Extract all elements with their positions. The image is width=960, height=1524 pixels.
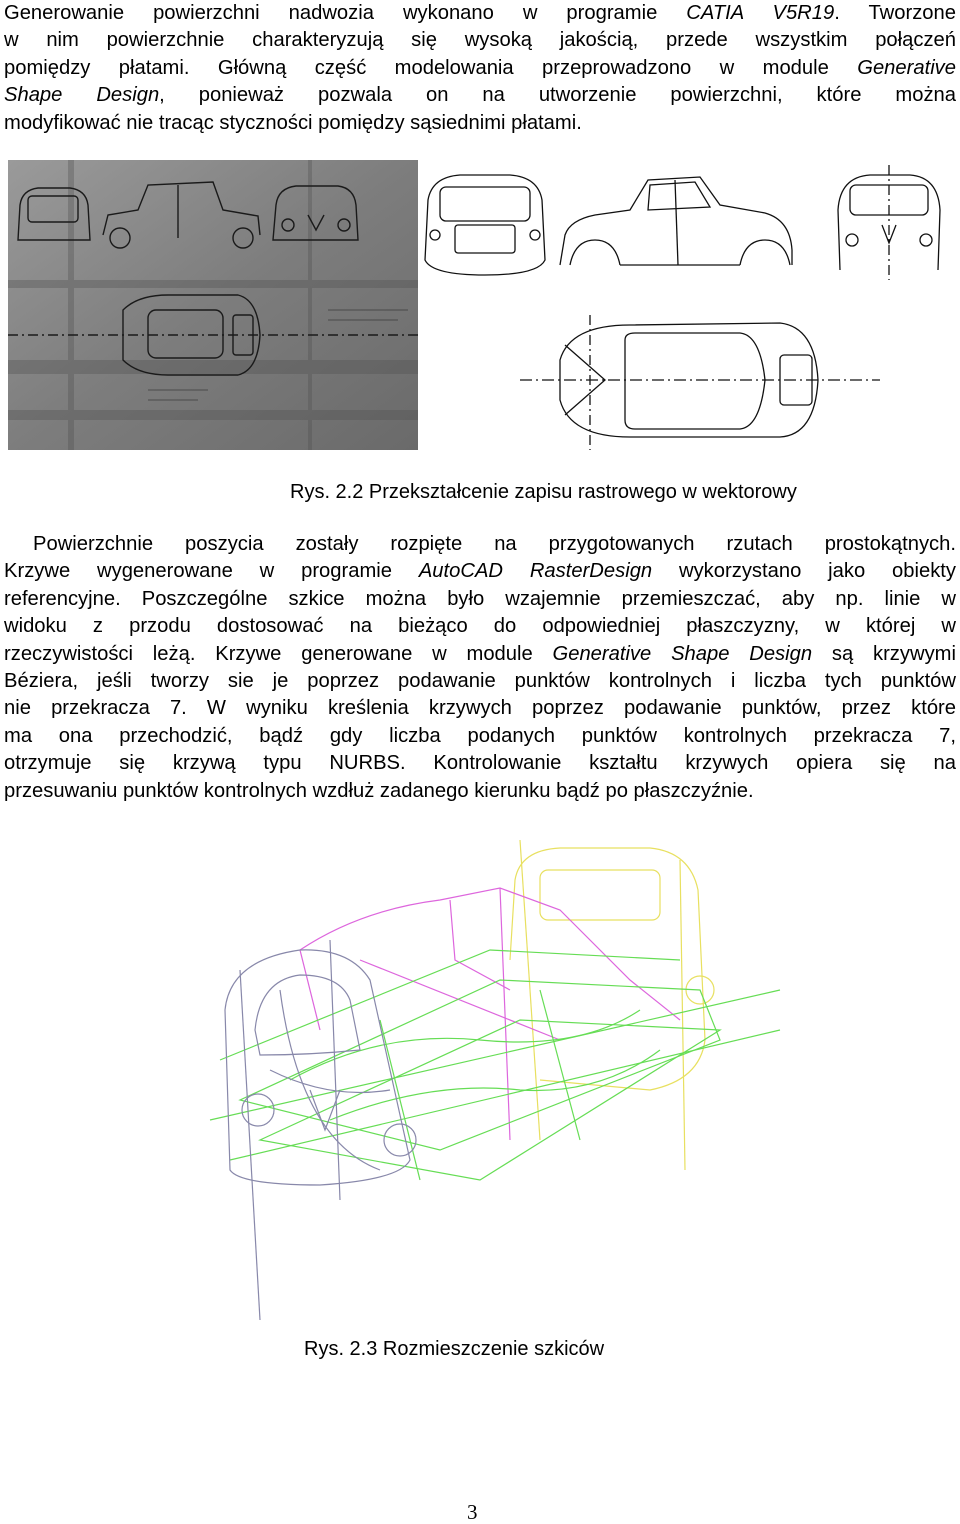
vector-drawing-image <box>420 165 960 455</box>
sketch-arrangement-image <box>180 840 820 1320</box>
body-line-9: otrzymuje się krzywą typu NURBS. Kontrolowanie kształtu krzywych opiera się na <box>4 752 956 775</box>
raster-scan-image <box>8 160 418 450</box>
body-line-6: Béziera, jeśli tworzy sie je poprzez podawanie punktów kontrolnych i liczba tych punktów <box>4 670 956 693</box>
body-line-1: Powierzchnie poszycia zostały rozpięte na przygotowanych rzutach prostokątnych. <box>33 533 956 555</box>
body-line-2: Krzywe wygenerowane w programie AutoCAD RasterDesign wykorzystano jako obiekty <box>4 560 956 583</box>
body-line-4: widoku z przodu dostosować na bieżąco do odpowiedniej płaszczyzny, w której w <box>4 615 956 638</box>
intro-line-3: pomiędzy płatami. Główną część modelowania przeprowadzono w module Generative <box>4 56 956 79</box>
intro-line-1: Generowanie powierzchni nadwozia wykonano w programie CATIA V5R19. Tworzone <box>4 2 956 24</box>
figure-caption-2-2: Rys. 2.2 Przekształcenie zapisu rastrowego w wektorowy <box>290 481 797 503</box>
intro-line-5: modyfikować nie tracąc styczności pomiędzy sąsiednimi płatami. <box>4 111 582 134</box>
body-line-7: nie przekracza 7. W wyniku kreślenia krzywych poprzez podawanie punktów, przez które <box>4 697 956 720</box>
page-number: 3 <box>467 1500 478 1524</box>
intro-line-4: Shape Design, ponieważ pozwala on na utworzenie powierzchni, które można <box>4 84 956 107</box>
body-line-3: referencyjne. Poszczególne szkice można było wzajemnie przemieszczać, aby np. linie w <box>4 587 956 610</box>
body-line-10: przesuwaniu punktów kontrolnych wzdłuż zadanego kierunku bądź po płaszczyźnie. <box>4 779 754 802</box>
body-line-8: ma ona przechodzić, bądź gdy liczba podanych punktów kontrolnych przekracza 7, <box>4 724 956 747</box>
intro-paragraph <box>4 0 956 137</box>
intro-line-2: w nim powierzchnie charakteryzują się wysoką jakością, przede wszystkim połączeń <box>4 29 956 52</box>
figure-caption-2-3: Rys. 2.3 Rozmieszczenie szkiców <box>304 1338 605 1360</box>
body-paragraph <box>4 531 956 805</box>
body-line-5: rzeczywistości leżą. Krzywe generowane w module Generative Shape Design są krzywymi <box>4 642 956 665</box>
